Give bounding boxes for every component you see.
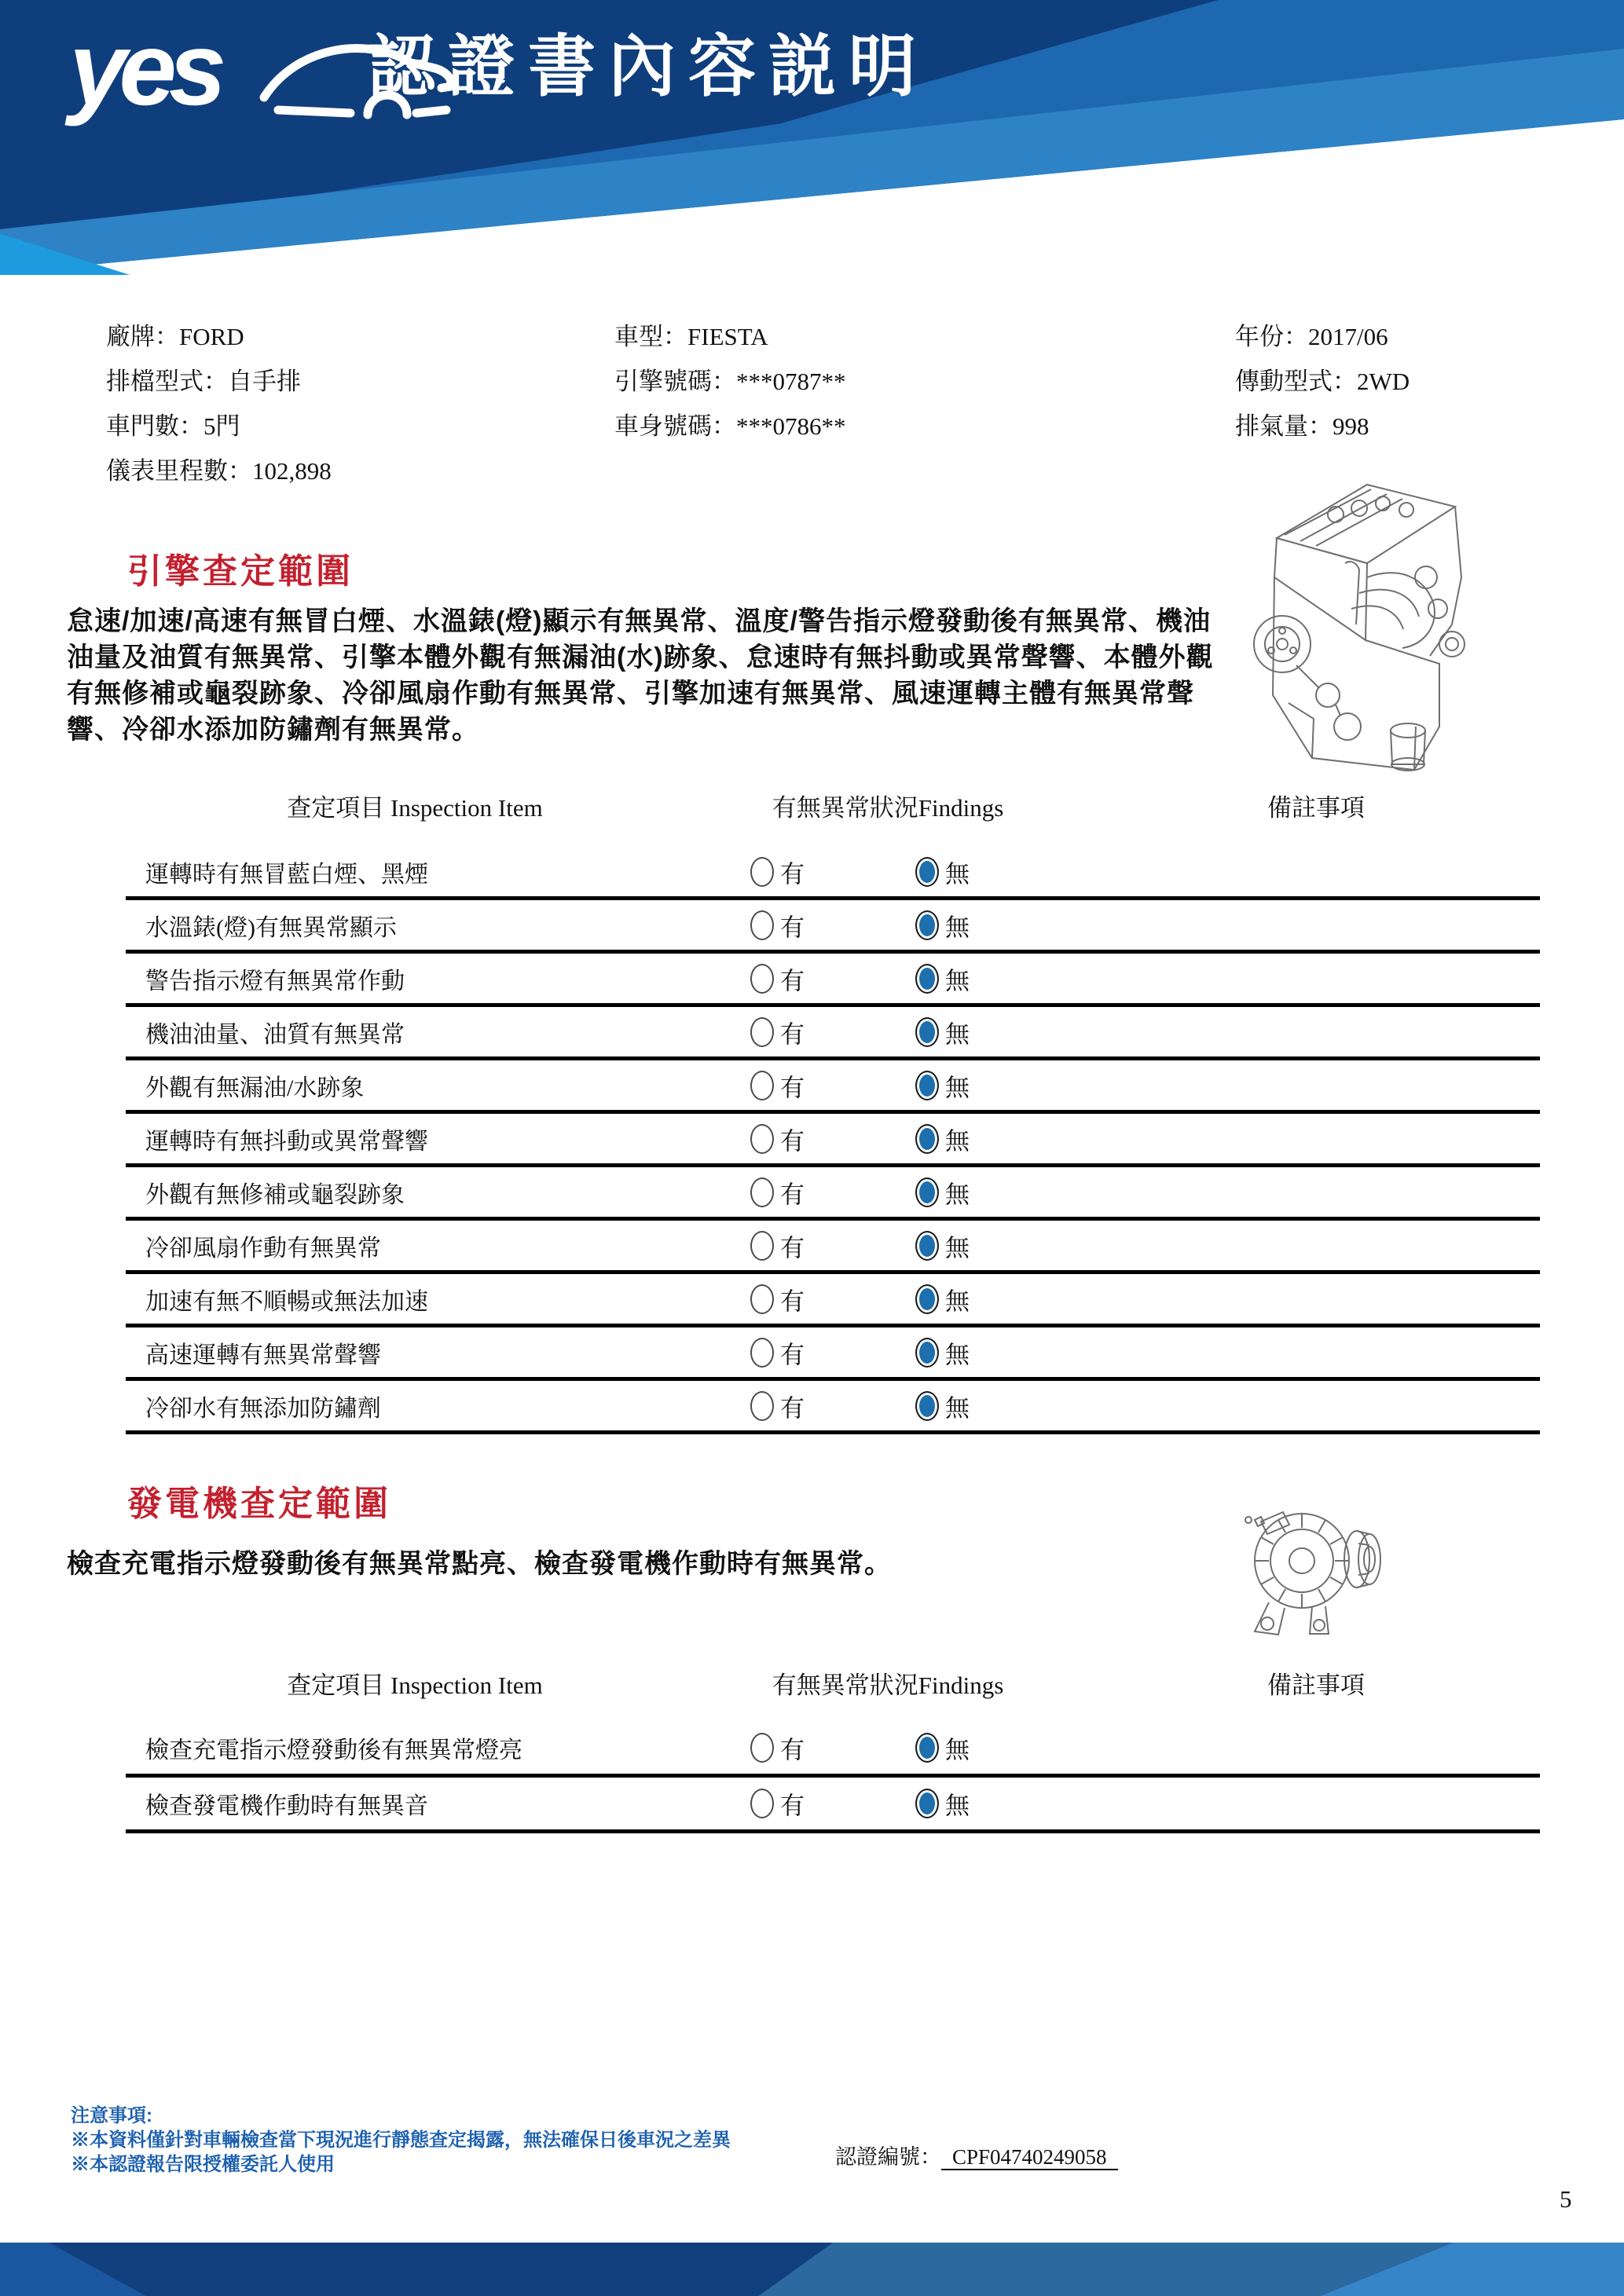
radio-yes-label: 有 bbox=[780, 1287, 805, 1315]
radio-no-label: 無 bbox=[945, 1736, 970, 1764]
radio-no-selected bbox=[915, 964, 939, 994]
page-number: 5 bbox=[1560, 2185, 1572, 2213]
radio-no-selected bbox=[915, 1017, 939, 1047]
radio-yes-unselected bbox=[750, 1338, 774, 1368]
radio-no-selected bbox=[915, 1338, 939, 1368]
column-header-item: 查定項目 Inspection Item bbox=[287, 1672, 543, 1699]
column-header-remarks: 備註事項 bbox=[1267, 794, 1365, 822]
radio-no-selected bbox=[915, 1177, 939, 1207]
inspection-item-label: 檢查發電機作動時有無異音 bbox=[145, 1793, 428, 1819]
table-row bbox=[126, 847, 1540, 900]
radio-yes-unselected bbox=[750, 1789, 774, 1818]
inspection-item-label: 冷卻風扇作動有無異常 bbox=[145, 1235, 381, 1262]
radio-yes-label: 有 bbox=[780, 1020, 805, 1048]
alternator-section-description: 檢查充電指示燈發動後有無異常點亮、檢查發電機作動時有無異常。 bbox=[67, 1549, 892, 1579]
info-transmission: 排檔型式：自手排 bbox=[106, 368, 301, 395]
table-row bbox=[126, 1060, 1540, 1114]
engine-inspection-table bbox=[126, 847, 1540, 1434]
radio-no-label: 無 bbox=[945, 967, 970, 994]
column-header-item: 查定項目 Inspection Item bbox=[287, 794, 543, 822]
column-header-remarks: 備註事項 bbox=[1267, 1672, 1365, 1699]
alternator-illustration bbox=[1237, 1489, 1402, 1650]
info-doors: 車門數：5門 bbox=[106, 412, 240, 440]
radio-no-label: 無 bbox=[945, 860, 970, 888]
radio-no-selected bbox=[915, 1391, 939, 1421]
certificate-number-line bbox=[835, 2140, 1118, 2170]
radio-no-label: 無 bbox=[945, 1074, 970, 1101]
vehicle-info-col3 bbox=[1235, 314, 1410, 449]
table-row bbox=[126, 1778, 1540, 1833]
inspection-item-label: 高速運轉有無異常聲響 bbox=[145, 1342, 381, 1368]
column-header-findings: 有無異常狀況Findings bbox=[772, 1672, 1004, 1699]
table-row bbox=[126, 1167, 1540, 1221]
inspection-item-label: 運轉時有無冒藍白煙、黑煙 bbox=[145, 861, 428, 888]
certificate-number-label: 認證編號： bbox=[835, 2145, 941, 2169]
radio-no-label: 無 bbox=[945, 1394, 970, 1422]
table-row bbox=[126, 900, 1540, 954]
footer-banner bbox=[0, 2243, 1624, 2296]
engine-illustration bbox=[1241, 460, 1485, 785]
radio-yes-label: 有 bbox=[780, 1181, 805, 1208]
radio-no-selected bbox=[915, 1124, 939, 1154]
radio-yes-unselected bbox=[750, 1733, 774, 1763]
table-row bbox=[126, 1274, 1540, 1327]
inspection-item-label: 外觀有無修補或龜裂跡象 bbox=[145, 1181, 405, 1208]
info-body-no: 車身號碼：***0786** bbox=[614, 412, 846, 440]
info-make: 廠牌：FORD bbox=[106, 323, 244, 350]
radio-no-label: 無 bbox=[945, 1341, 970, 1368]
radio-no-label: 無 bbox=[945, 1181, 970, 1208]
engine-section-heading: 引擎查定範圍 bbox=[127, 552, 354, 591]
note-line-2: ※本認證報告限授權委託人使用 bbox=[71, 2154, 335, 2175]
footer-notes bbox=[71, 2104, 731, 2177]
info-engine-no: 引擎號碼：***0787** bbox=[614, 368, 846, 395]
radio-no-selected bbox=[915, 1284, 939, 1314]
radio-yes-unselected bbox=[750, 1284, 774, 1314]
radio-yes-unselected bbox=[750, 964, 774, 994]
inspection-item-label: 運轉時有無抖動或異常聲響 bbox=[145, 1128, 428, 1155]
radio-yes-unselected bbox=[750, 1231, 774, 1261]
info-mileage: 儀表里程數：102,898 bbox=[106, 457, 332, 485]
inspection-item-label: 外觀有無漏油/水跡象 bbox=[145, 1075, 365, 1101]
radio-yes-label: 有 bbox=[780, 1234, 805, 1262]
column-header-findings: 有無異常狀況Findings bbox=[772, 794, 1004, 822]
radio-yes-label: 有 bbox=[780, 1074, 805, 1101]
radio-no-label: 無 bbox=[945, 1287, 970, 1315]
radio-yes-label: 有 bbox=[780, 860, 805, 888]
radio-yes-label: 有 bbox=[780, 1792, 805, 1820]
inspection-item-label: 警告指示燈有無異常作動 bbox=[145, 968, 405, 994]
table-row bbox=[126, 1221, 1540, 1274]
notes-heading: 注意事項: bbox=[71, 2105, 152, 2126]
radio-yes-unselected bbox=[750, 857, 774, 887]
table-row bbox=[126, 1381, 1540, 1434]
radio-yes-unselected bbox=[750, 1391, 774, 1421]
radio-yes-label: 有 bbox=[780, 1736, 805, 1764]
radio-no-label: 無 bbox=[945, 1127, 970, 1155]
info-model: 車型：FIESTA bbox=[614, 323, 768, 350]
table-row bbox=[126, 1327, 1540, 1381]
page-title: 認證書內容説明 bbox=[368, 29, 929, 104]
radio-no-label: 無 bbox=[945, 1234, 970, 1262]
alternator-inspection-table bbox=[126, 1722, 1540, 1833]
radio-yes-label: 有 bbox=[780, 914, 805, 941]
yes-logo: yes bbox=[69, 11, 219, 126]
inspection-item-label: 加速有無不順暢或無法加速 bbox=[145, 1288, 428, 1315]
inspection-item-label: 機油油量、油質有無異常 bbox=[145, 1021, 405, 1048]
table-row bbox=[126, 1114, 1540, 1167]
inspection-item-label: 檢查充電指示燈發動後有無異常燈亮 bbox=[145, 1738, 522, 1763]
radio-yes-label: 有 bbox=[780, 1394, 805, 1422]
info-year: 年份：2017/06 bbox=[1235, 323, 1388, 350]
header-banner bbox=[0, 0, 1624, 275]
radio-yes-label: 有 bbox=[780, 967, 805, 994]
radio-yes-unselected bbox=[750, 1177, 774, 1207]
certificate-number-value: CPF04740249058 bbox=[941, 2145, 1118, 2170]
radio-no-label: 無 bbox=[945, 1020, 970, 1048]
radio-yes-unselected bbox=[750, 1017, 774, 1047]
inspection-item-label: 冷卻水有無添加防鏽劑 bbox=[145, 1395, 381, 1422]
info-drivetrain: 傳動型式：2WD bbox=[1235, 368, 1410, 395]
radio-no-selected bbox=[915, 1071, 939, 1100]
radio-no-selected bbox=[915, 910, 939, 940]
radio-no-label: 無 bbox=[945, 914, 970, 941]
radio-no-selected bbox=[915, 1733, 939, 1763]
info-displacement: 排氣量：998 bbox=[1235, 412, 1369, 440]
radio-yes-unselected bbox=[750, 1071, 774, 1100]
engine-section-description: 怠速/加速/高速有無冒白煙、水溫錶(燈)顯示有無異常、溫度/警告指示燈發動後有無異常、機油油量及油質有無異常、引擎本體外觀有無漏油(水)跡象、怠速時有無抖動或異常聲響、本體外觀有無修補或龜裂跡象、冷卻風扇作動有無異常、引擎加速有無異常、風速運轉主體有無異常聲響、冷卻水添加防鏽劑有無異常。 bbox=[67, 606, 1214, 745]
radio-yes-unselected bbox=[750, 910, 774, 940]
radio-no-selected bbox=[915, 857, 939, 887]
radio-yes-label: 有 bbox=[780, 1341, 805, 1368]
vehicle-info-col2 bbox=[614, 314, 846, 449]
vehicle-info-col1 bbox=[106, 314, 332, 493]
table-row bbox=[126, 1722, 1540, 1778]
radio-no-label: 無 bbox=[945, 1792, 970, 1820]
radio-yes-label: 有 bbox=[780, 1127, 805, 1155]
table-row bbox=[126, 954, 1540, 1007]
table-row bbox=[126, 1007, 1540, 1060]
alternator-section-heading: 發電機查定範圍 bbox=[127, 1485, 391, 1523]
radio-yes-unselected bbox=[750, 1124, 774, 1154]
radio-no-selected bbox=[915, 1789, 939, 1818]
radio-no-selected bbox=[915, 1231, 939, 1261]
inspection-item-label: 水溫錶(燈)有無異常顯示 bbox=[145, 914, 397, 941]
note-line-1: ※本資料僅針對車輛檢查當下現況進行靜態查定揭露，無法確保日後車況之差異 bbox=[71, 2129, 731, 2151]
